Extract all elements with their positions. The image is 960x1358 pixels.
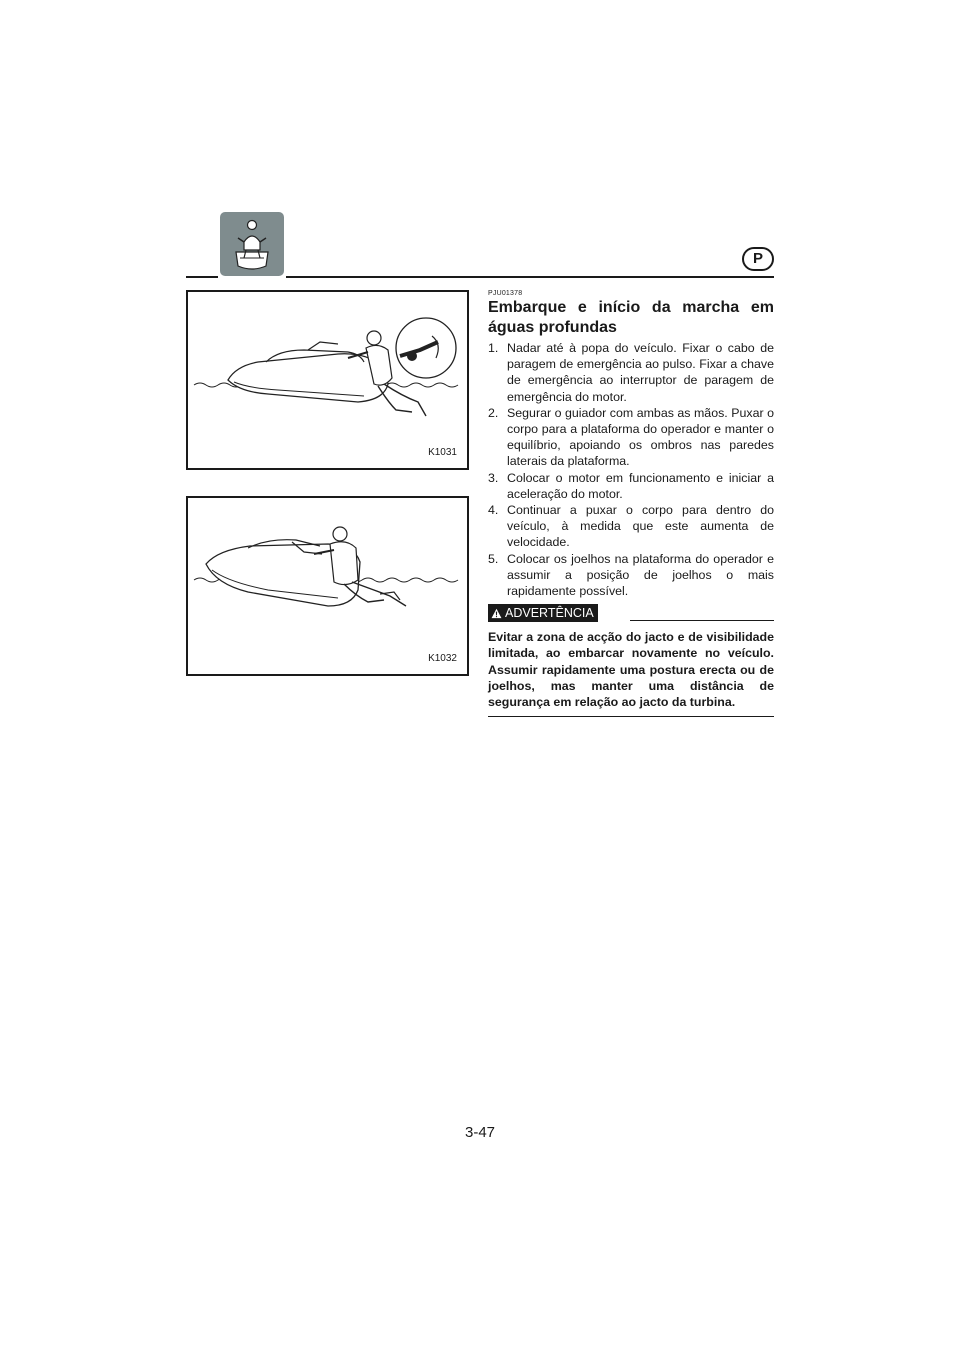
- section-title: Embarque e início da marcha em águas profundas: [488, 299, 774, 336]
- figure-boarding-from-stern: [186, 290, 469, 470]
- step-number: 3.: [488, 470, 499, 485]
- language-badge: P: [742, 247, 774, 271]
- figure-code: K1032: [428, 653, 457, 664]
- warning-text: Evitar a zona de acção do jacto e de visibilidade limitada, ao embarcar novamente no veículo. Assumir rapidamente uma postura erecta ou de joelhos, mas manter uma distância de segurança em relação ao jacto da turbina.: [488, 629, 774, 717]
- header-rule-right: [286, 276, 774, 278]
- section-ref-code: PJU01378: [488, 290, 523, 297]
- warning-badge: [488, 604, 598, 622]
- step-text: Colocar os joelhos na plataforma do operador e assumir a posição de joelhos o mais rapidamente possível.: [507, 551, 774, 599]
- step-text: Nadar até à popa do veículo. Fixar o cabo de paragem de emergência ao pulso. Fixar a chave de emergência ao interruptor de paragem de emergência do motor.: [507, 341, 774, 404]
- step-number: 1.: [488, 341, 499, 355]
- step-text: Colocar o motor em funcionamento e iniciar a aceleração do motor.: [507, 470, 774, 501]
- figure-climbing-aboard: [186, 496, 469, 676]
- instructions-column: [488, 286, 774, 717]
- steps-list: [488, 340, 774, 599]
- warning-label: ADVERTÊNCIA: [505, 606, 594, 621]
- figure-code: K1031: [428, 447, 457, 458]
- page-number: 3-47: [464, 1124, 496, 1141]
- list-item: [488, 405, 774, 470]
- rider-climbing-aboard-icon: [188, 498, 467, 674]
- step-number: 5.: [488, 551, 499, 566]
- header-rule-left: [186, 276, 218, 278]
- step-text: Continuar a puxar o corpo para dentro do veículo, à medida que este aumenta de velocidade.: [507, 503, 774, 550]
- list-item: [488, 551, 774, 600]
- warning-triangle-icon: [491, 608, 502, 619]
- step-number: 4.: [488, 503, 499, 518]
- list-item: [488, 502, 774, 551]
- step-number: 2.: [488, 405, 499, 420]
- list-item: [488, 340, 774, 405]
- jet-ski-rider-icon: [220, 212, 284, 276]
- warning-header: [488, 603, 774, 625]
- warning-rule: [630, 620, 774, 621]
- step-text: Segurar o guiador com ambas as mãos. Puxar o corpo para a plataforma do operador e manter o equilíbrio, apoiando os ombros nas paredes laterais da plataforma.: [507, 405, 774, 469]
- list-item: [488, 470, 774, 502]
- swimmer-boarding-stern-icon: [188, 292, 467, 468]
